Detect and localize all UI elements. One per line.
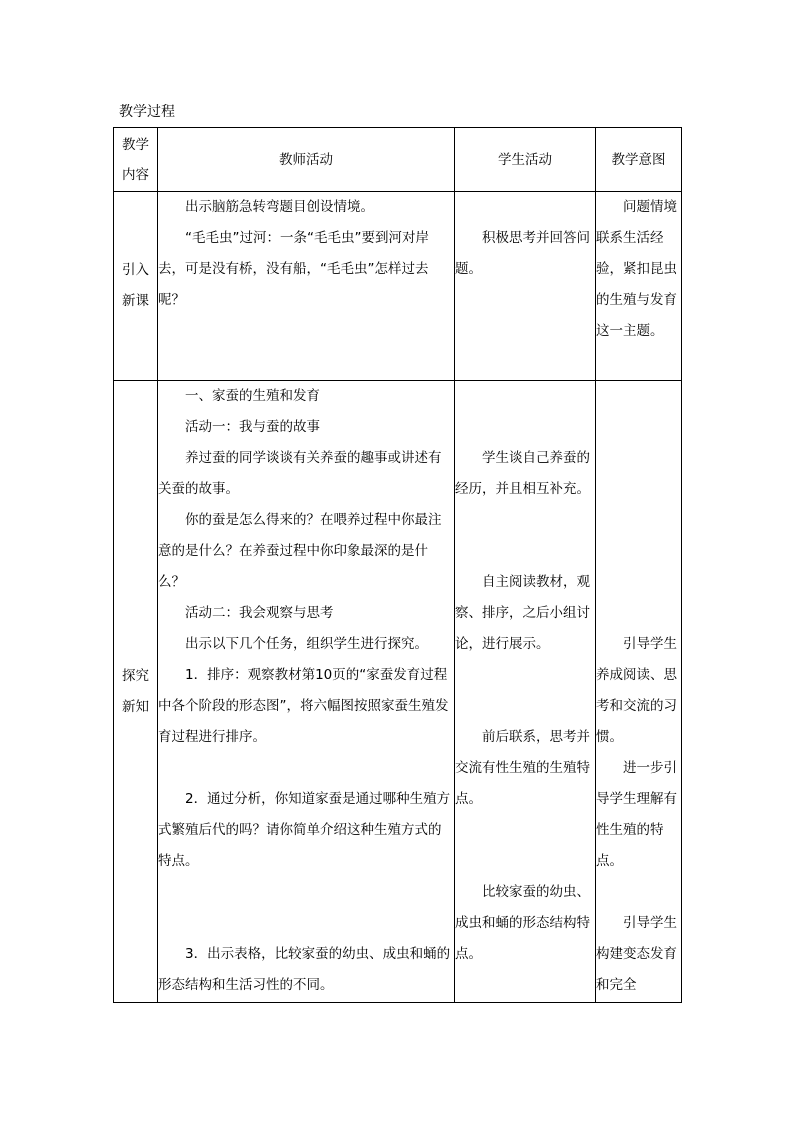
category-explore: 探究 新知: [114, 381, 158, 1003]
lesson-plan-table: [113, 127, 682, 1003]
teacher-activity-intro: 出示脑筋急转弯题目创设情境。 “毛毛虫”过河：一条“毛毛虫”要到河对岸去，可是没有桥，没有船，“毛毛虫”怎样过去呢？: [158, 192, 455, 381]
table-row-intro: [114, 192, 682, 381]
header-student: 学生活动: [455, 128, 596, 192]
header-teacher: 教师活动: [158, 128, 455, 192]
intent-explore: 引导学生养成阅读、思考和交流的习惯。 进一步引导学生理解有性生殖的特点。 引导学生构建变态发育和完全: [596, 381, 682, 1003]
teacher-activity-explore: 一、家蚕的生殖和发育 活动一：我与蚕的故事 养过蚕的同学谈谈有关养蚕的趣事或讲述有关蚕的故事。 你的蚕是怎么得来的？在喂养过程中你最注意的是什么？在养蚕过程中你印象最深的是什么？ 活动二：我会观察与思考 出示以下几个任务，组织学生进行探究。 1．排序：观察教材第10页的“家蚕发育过程中各个阶段的形态图”，将六幅图按照家蚕生殖发育过程进行排序。 2．通过分析，你知道家蚕是通过哪种生殖方式繁殖后代的吗？请你简单介绍这种生殖方式的特点。 3．出示表格，比较家蚕的幼虫、成虫和蛹的形态结构和生活习性的不同。: [158, 381, 455, 1003]
header-intent: 教学意图: [596, 128, 682, 192]
section-caption: 教学过程: [119, 104, 175, 120]
header-row: [114, 128, 682, 192]
intent-intro: 问题情境联系生活经验，紧扣昆虫的生殖与发育这一主题。: [596, 192, 682, 381]
category-intro: 引入 新课: [114, 192, 158, 381]
student-activity-intro: 积极思考并回答问题。: [455, 192, 596, 381]
header-content: 教学 内容: [114, 128, 158, 192]
student-activity-explore: 学生谈自己养蚕的经历，并且相互补充。 自主阅读教材，观察、排序，之后小组讨论，进行展示。 前后联系，思考并交流有性生殖的生殖特点。 比较家蚕的幼虫、成虫和蛹的形态结构特点。: [455, 381, 596, 1003]
table-row-explore: [114, 381, 682, 1003]
